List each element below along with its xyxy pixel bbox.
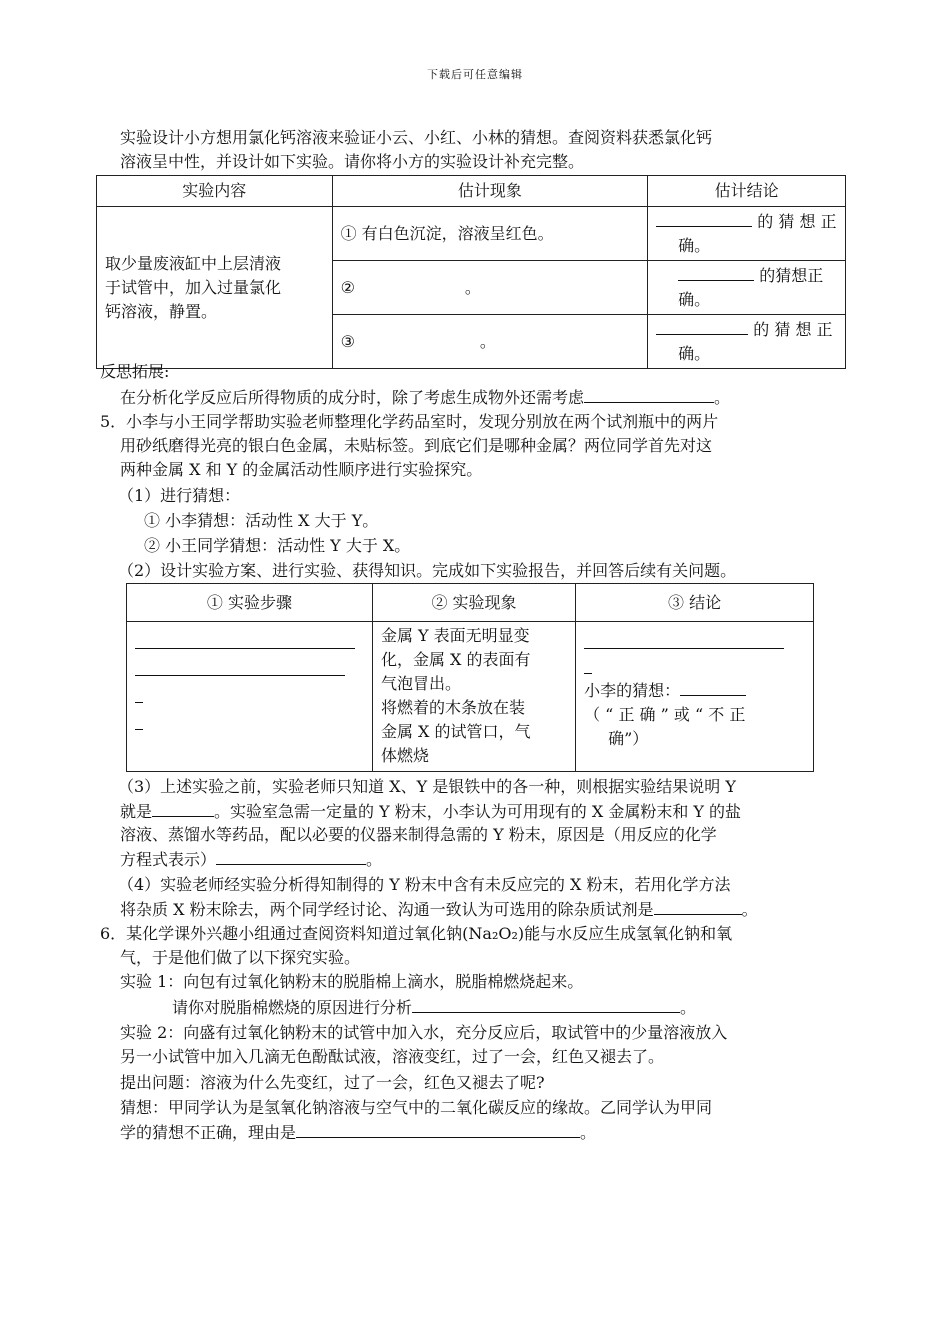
table2-conclusion-note: （ “ 正 确 ” 或 “ 不 正 bbox=[584, 705, 746, 724]
q6-exp1-question: 请你对脱脂棉燃烧的原因进行分析 。 bbox=[172, 995, 696, 1020]
answer-blank[interactable] bbox=[654, 897, 742, 915]
intro-line-1: 实验设计小方想用氯化钙溶液来验证小云、小红、小林的猜想。查阅资料获悉氯化钙 bbox=[120, 128, 713, 147]
table1-phenomenon-1: ① 有白色沉淀，溶液呈红色。 bbox=[332, 207, 648, 261]
table2-phenomenon-line: 金属 Y 表面无明显变 bbox=[380, 626, 530, 645]
q6-guess-line-2: 学的猜想不正确，理由是 。 bbox=[120, 1120, 596, 1145]
answer-blank[interactable] bbox=[412, 995, 680, 1013]
intro-line-2: 溶液呈中性，并设计如下实验。请你将小方的实验设计补充完整。 bbox=[120, 152, 585, 171]
q5-part-3-line-4: 方程式表示） 。 bbox=[120, 847, 382, 872]
q6-exp2-line-2: 另一小试管中加入几滴无色酚酞试液，溶液变红，过了一会，红色又褪去了。 bbox=[120, 1047, 665, 1066]
table1-conclusion-tail: 确。 bbox=[678, 236, 711, 255]
table1-phenomenon-3: ③ 。 bbox=[332, 315, 648, 369]
table2-conclusion-note: 确”） bbox=[608, 729, 649, 748]
table2-conclusion-cell bbox=[576, 622, 814, 772]
page-header: 下载后可任意编辑 bbox=[427, 68, 523, 81]
table2-header-phenomenon: ② 实验现象 bbox=[372, 584, 575, 622]
experiment-design-table bbox=[96, 175, 846, 369]
table2-phenomenon-line: 将燃着的木条放在装 bbox=[380, 698, 525, 717]
q5-guess-a: ① 小李猜想：活动性 X 大于 Y。 bbox=[144, 511, 379, 530]
answer-blank[interactable] bbox=[680, 678, 746, 696]
answer-blank[interactable] bbox=[656, 209, 752, 227]
answer-blank[interactable] bbox=[135, 709, 143, 730]
q6-line-1: 6．某化学课外兴趣小组通过查阅资料知道过氧化钠(Na₂O₂)能与水反应生成氢氧化钠和氧 bbox=[100, 924, 733, 943]
experiment-report-table bbox=[126, 583, 814, 772]
answer-blank[interactable] bbox=[135, 655, 345, 676]
table1-conclusion-text: 的 猜 想 正 bbox=[753, 320, 833, 339]
reflect-title: 反思拓展: bbox=[100, 362, 170, 381]
q5-part-1: （1）进行猜想： bbox=[118, 486, 241, 505]
q5-line-3: 两种金属 X 和 Y 的金属活动性顺序进行实验探究。 bbox=[120, 460, 483, 479]
table1-header-content: 实验内容 bbox=[97, 176, 333, 207]
q5-part-3-line-1: （3）上述实验之前，实验老师只知道 X、Y 是银铁中的各一种，则根据实验结果说明 Y bbox=[118, 777, 736, 796]
table1-conclusion-2 bbox=[648, 261, 846, 315]
table2-phenomenon-line: 金属 X 的试管口，气 bbox=[380, 722, 531, 741]
answer-blank[interactable] bbox=[584, 653, 592, 674]
answer-blank[interactable] bbox=[135, 628, 355, 649]
table1-header-phenomenon: 估计现象 bbox=[332, 176, 648, 207]
q5-part-4-line-1: （4）实验老师经实验分析得知制得的 Y 粉末中含有未反应完的 X 粉末，若用化学方法 bbox=[118, 875, 731, 894]
table2-conclusion-text: 小李的猜想： bbox=[584, 681, 681, 700]
table1-conclusion-1 bbox=[648, 207, 846, 261]
table1-content-line: 于试管中，加入过量氯化 bbox=[105, 277, 282, 297]
table2-phenomenon-cell bbox=[372, 622, 575, 772]
table1-conclusion-text: 的 猜 想 正 bbox=[757, 212, 837, 231]
q5-guess-b: ② 小王同学猜想：活动性 Y 大于 X。 bbox=[144, 536, 411, 555]
answer-blank[interactable] bbox=[216, 847, 366, 865]
table1-header-conclusion: 估计结论 bbox=[648, 176, 846, 207]
q5-part-3-line-2: 就是 。实验室急需一定量的 Y 粉末，小李认为可用现有的 X 金属粉末和 Y 的盐 bbox=[120, 799, 741, 824]
q6-question: 提出问题：溶液为什么先变红，过了一会，红色又褪去了呢? bbox=[120, 1073, 545, 1092]
q5-line-1: 5．小李与小王同学帮助实验老师整理化学药品室时，发现分别放在两个试剂瓶中的两片 bbox=[100, 412, 719, 431]
table1-conclusion-tail: 确。 bbox=[678, 344, 711, 363]
q6-exp1: 实验 1：向包有过氧化钠粉末的脱脂棉上滴水，脱脂棉燃烧起来。 bbox=[120, 972, 584, 991]
table1-content-cell bbox=[97, 207, 333, 369]
q5-part-3-line-3: 溶液、蒸馏水等药品，配以必要的仪器来制得急需的 Y 粉末，原因是（用反应的化学 bbox=[120, 825, 717, 844]
table1-conclusion-text: 的猜想正 bbox=[759, 266, 824, 285]
table1-content-line: 钙溶液，静置。 bbox=[105, 301, 218, 321]
table1-conclusion-tail: 确。 bbox=[678, 290, 711, 309]
answer-blank[interactable] bbox=[584, 385, 714, 403]
answer-blank[interactable] bbox=[678, 263, 754, 281]
answer-blank[interactable] bbox=[656, 317, 748, 335]
q6-guess-line-1: 猜想：甲同学认为是氢氧化钠溶液与空气中的二氧化碳反应的缘故。乙同学认为甲同 bbox=[120, 1098, 713, 1117]
table2-phenomenon-line: 体燃烧 bbox=[380, 746, 429, 765]
table1-conclusion-3 bbox=[648, 315, 846, 369]
answer-blank[interactable] bbox=[584, 628, 784, 649]
q5-part-2: （2）设计实验方案、进行实验、获得知识。完成如下实验报告，并回答后续有关问题。 bbox=[118, 561, 737, 580]
answer-blank[interactable] bbox=[135, 682, 143, 703]
q5-line-2: 用砂纸磨得光亮的银白色金属，未贴标签。到底它们是哪种金属？两位同学首先对这 bbox=[120, 436, 713, 455]
table2-header-conclusion: ③ 结论 bbox=[576, 584, 814, 622]
q5-part-4-line-2: 将杂质 X 粉末除去，两个同学经讨论、沟通一致认为可选用的除杂质试剂是 。 bbox=[120, 897, 758, 922]
table2-steps-cell bbox=[127, 622, 373, 772]
table1-phenomenon-2: ② 。 bbox=[332, 261, 648, 315]
q6-exp2-line-1: 实验 2：向盛有过氧化钠粉末的试管中加入水，充分反应后，取试管中的少量溶液放入 bbox=[120, 1023, 728, 1042]
table1-content-line: 取少量废液缸中上层清液 bbox=[105, 253, 282, 273]
answer-blank[interactable] bbox=[296, 1120, 580, 1138]
answer-blank[interactable] bbox=[152, 799, 214, 817]
reflect-text: 在分析化学反应后所得物质的成分时，除了考虑生成物外还需考虑 。 bbox=[120, 385, 730, 410]
table2-header-steps: ① 实验步骤 bbox=[127, 584, 373, 622]
table2-phenomenon-line: 化，金属 X 的表面有 bbox=[380, 650, 531, 669]
table2-phenomenon-line: 气泡冒出。 bbox=[380, 674, 461, 693]
q6-line-2: 气，于是他们做了以下探究实验。 bbox=[120, 948, 361, 967]
